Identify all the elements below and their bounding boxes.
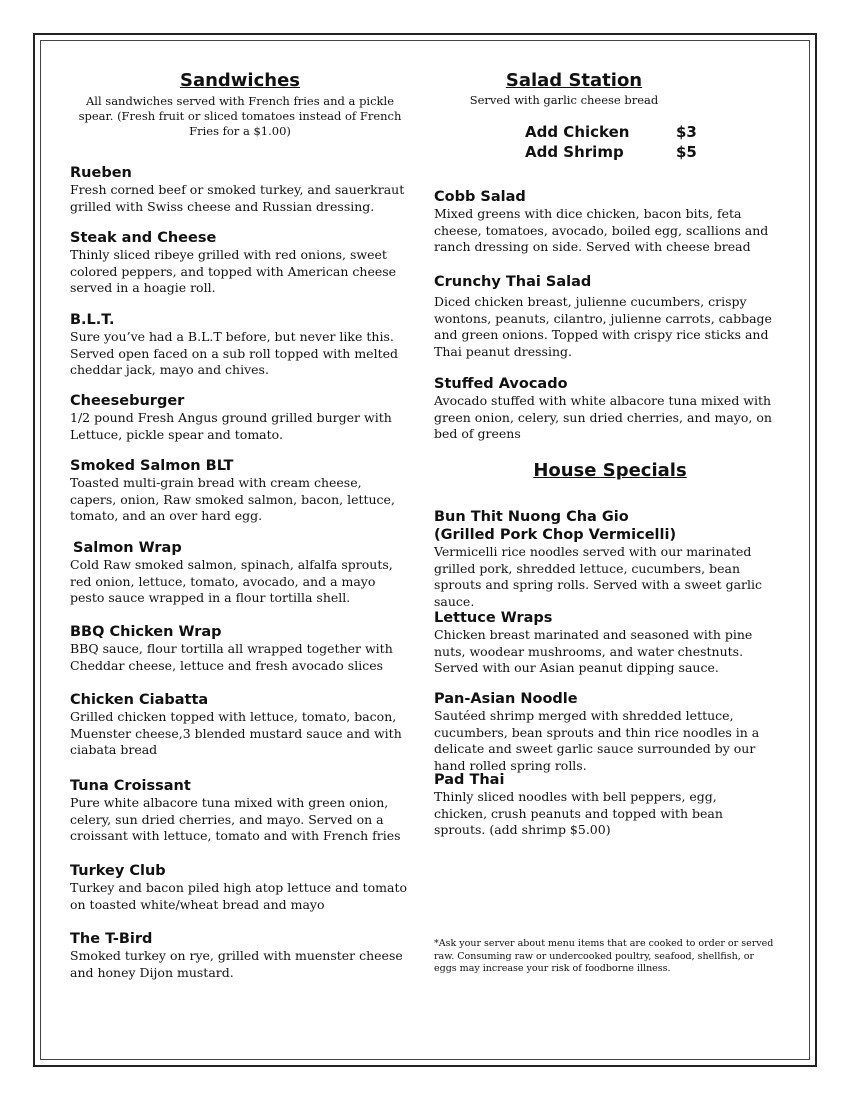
item-description: 1/2 pound Fresh Angus ground grilled burger with Lettuce, pickle spear and tomato. xyxy=(70,410,392,442)
item-name: Bun Thit Nuong Cha Gio (Grilled Pork Chop Vermicelli) xyxy=(434,509,677,543)
item-name: Tuna Croissant xyxy=(70,778,191,794)
addon-label: Add Chicken xyxy=(525,123,630,141)
item-description: Pure white albacore tuna mixed with green onion, celery, sun dried cherries, and mayo. Served on a croissant with lettuce, tomato and with French fries xyxy=(70,795,401,843)
menu-item xyxy=(434,375,786,443)
item-description: Diced chicken breast, julienne cucumbers, crispy wontons, peanuts, cilantro, julienne carrots, cabbage and green onions. Topped with crispy rice sticks and Thai peanut dressing. xyxy=(434,294,772,359)
item-name: Crunchy Thai Salad xyxy=(434,274,592,290)
menu-item xyxy=(70,862,410,913)
allergy-footnote: *Ask your server about menu items that are cooked to order or served raw. Consuming raw or undercooked poultry, seafood, shellfish, or eggs may increase your risk of foodborne illness. xyxy=(434,938,774,974)
item-description: Smoked turkey on rye, grilled with muenster cheese and honey Dijon mustard. xyxy=(70,948,403,980)
item-description: Mixed greens with dice chicken, bacon bits, feta cheese, tomatoes, avocado, boiled egg, scallions and ranch dressing on side. Served with cheese bread xyxy=(434,206,769,254)
menu-item xyxy=(70,164,410,215)
addon-chicken xyxy=(525,122,629,142)
menu-item xyxy=(434,771,786,839)
item-name: Lettuce Wraps xyxy=(434,610,553,626)
item-description: Toasted multi-grain bread with cream cheese, capers, onion, Raw smoked salmon, bacon, lettuce, tomato, and an over hard egg. xyxy=(70,475,395,523)
item-description: Grilled chicken topped with lettuce, tomato, bacon, Muenster cheese,3 blended mustard sauce and with ciabata bread xyxy=(70,709,402,757)
item-name: Cobb Salad xyxy=(434,189,526,205)
salad-title: Salad Station xyxy=(505,70,643,91)
menu-item xyxy=(70,691,410,759)
item-description: Fresh corned beef or smoked turkey, and sauerkraut grilled with Swiss cheese and Russian dressing. xyxy=(70,182,405,214)
menu-item xyxy=(434,690,786,774)
item-name: BBQ Chicken Wrap xyxy=(70,624,222,640)
item-description: Chicken breast marinated and seasoned with pine nuts, woodear mushrooms, and water chestnuts. Served with our Asian peanut dipping sauce. xyxy=(434,627,753,675)
addon-shrimp-price xyxy=(676,142,697,162)
item-name: Pan-Asian Noodle xyxy=(434,691,578,707)
menu-item xyxy=(434,188,786,256)
menu-item xyxy=(70,311,410,379)
menu-item xyxy=(70,539,410,607)
menu-item xyxy=(434,508,786,610)
item-name: The T-Bird xyxy=(70,931,153,947)
sandwiches-note: All sandwiches served with French fries and a pickle spear. (Fresh fruit or sliced tomatoes instead of French Fries for a $1.00) xyxy=(78,94,402,138)
item-description: Turkey and bacon piled high atop lettuce and tomato on toasted white/wheat bread and mayo xyxy=(70,880,408,912)
item-name: Rueben xyxy=(70,165,132,181)
item-name: Pad Thai xyxy=(434,772,505,788)
addon-price: $5 xyxy=(676,143,697,161)
menu-item xyxy=(70,623,410,674)
item-description: Sure you’ve had a B.L.T before, but never like this. Served open faced on a sub roll topped with melted cheddar jack, mayo and chives. xyxy=(70,329,398,377)
menu-item xyxy=(434,273,786,360)
item-name: Salmon Wrap xyxy=(73,540,182,556)
menu-item xyxy=(70,229,410,297)
item-description: Vermicelli rice noodles served with our marinated grilled pork, shredded lettuce, cucumbers, bean sprouts and spring rolls. Served with a sweet garlic sauce. xyxy=(434,544,763,609)
item-name: B.L.T. xyxy=(70,312,115,328)
item-description: Cold Raw smoked salmon, spinach, alfalfa sprouts, red onion, lettuce, tomato, avocado, and a mayo pesto sauce wrapped in a flour tortilla shell. xyxy=(70,557,393,605)
menu-item xyxy=(434,609,786,677)
item-description: Avocado stuffed with white albacore tuna mixed with green onion, celery, sun dried cherries, and mayo, on bed of greens xyxy=(434,393,772,441)
item-name: Chicken Ciabatta xyxy=(70,692,209,708)
addon-chicken-price xyxy=(676,122,697,142)
item-name: Smoked Salmon BLT xyxy=(70,458,234,474)
addon-price: $3 xyxy=(676,123,697,141)
menu-item xyxy=(70,457,410,525)
salad-note: Served with garlic cheese bread xyxy=(469,93,659,107)
sandwiches-title: Sandwiches xyxy=(179,70,300,91)
menu-item xyxy=(70,777,410,845)
item-description: Thinly sliced ribeye grilled with red onions, sweet colored peppers, and topped with American cheese served in a hoagie roll. xyxy=(70,247,397,295)
menu-item xyxy=(70,392,410,443)
menu-item xyxy=(70,930,410,981)
item-description: Sautéed shrimp merged with shredded lettuce, cucumbers, bean sprouts and thin rice noodles in a delicate and sweet garlic sauce surrounded by our hand rolled spring rolls. xyxy=(434,708,760,773)
specials-title: House Specials xyxy=(533,460,687,481)
addon-shrimp xyxy=(525,142,624,162)
item-name: Turkey Club xyxy=(70,863,166,879)
item-description: BBQ sauce, flour tortilla all wrapped together with Cheddar cheese, lettuce and fresh avocado slices xyxy=(70,641,393,673)
item-name: Cheeseburger xyxy=(70,393,185,409)
item-name: Steak and Cheese xyxy=(70,230,217,246)
item-description: Thinly sliced noodles with bell peppers, egg, chicken, crush peanuts and topped with bean sprouts. (add shrimp $5.00) xyxy=(434,789,723,837)
item-name: Stuffed Avocado xyxy=(434,376,568,392)
addon-label: Add Shrimp xyxy=(525,143,624,161)
